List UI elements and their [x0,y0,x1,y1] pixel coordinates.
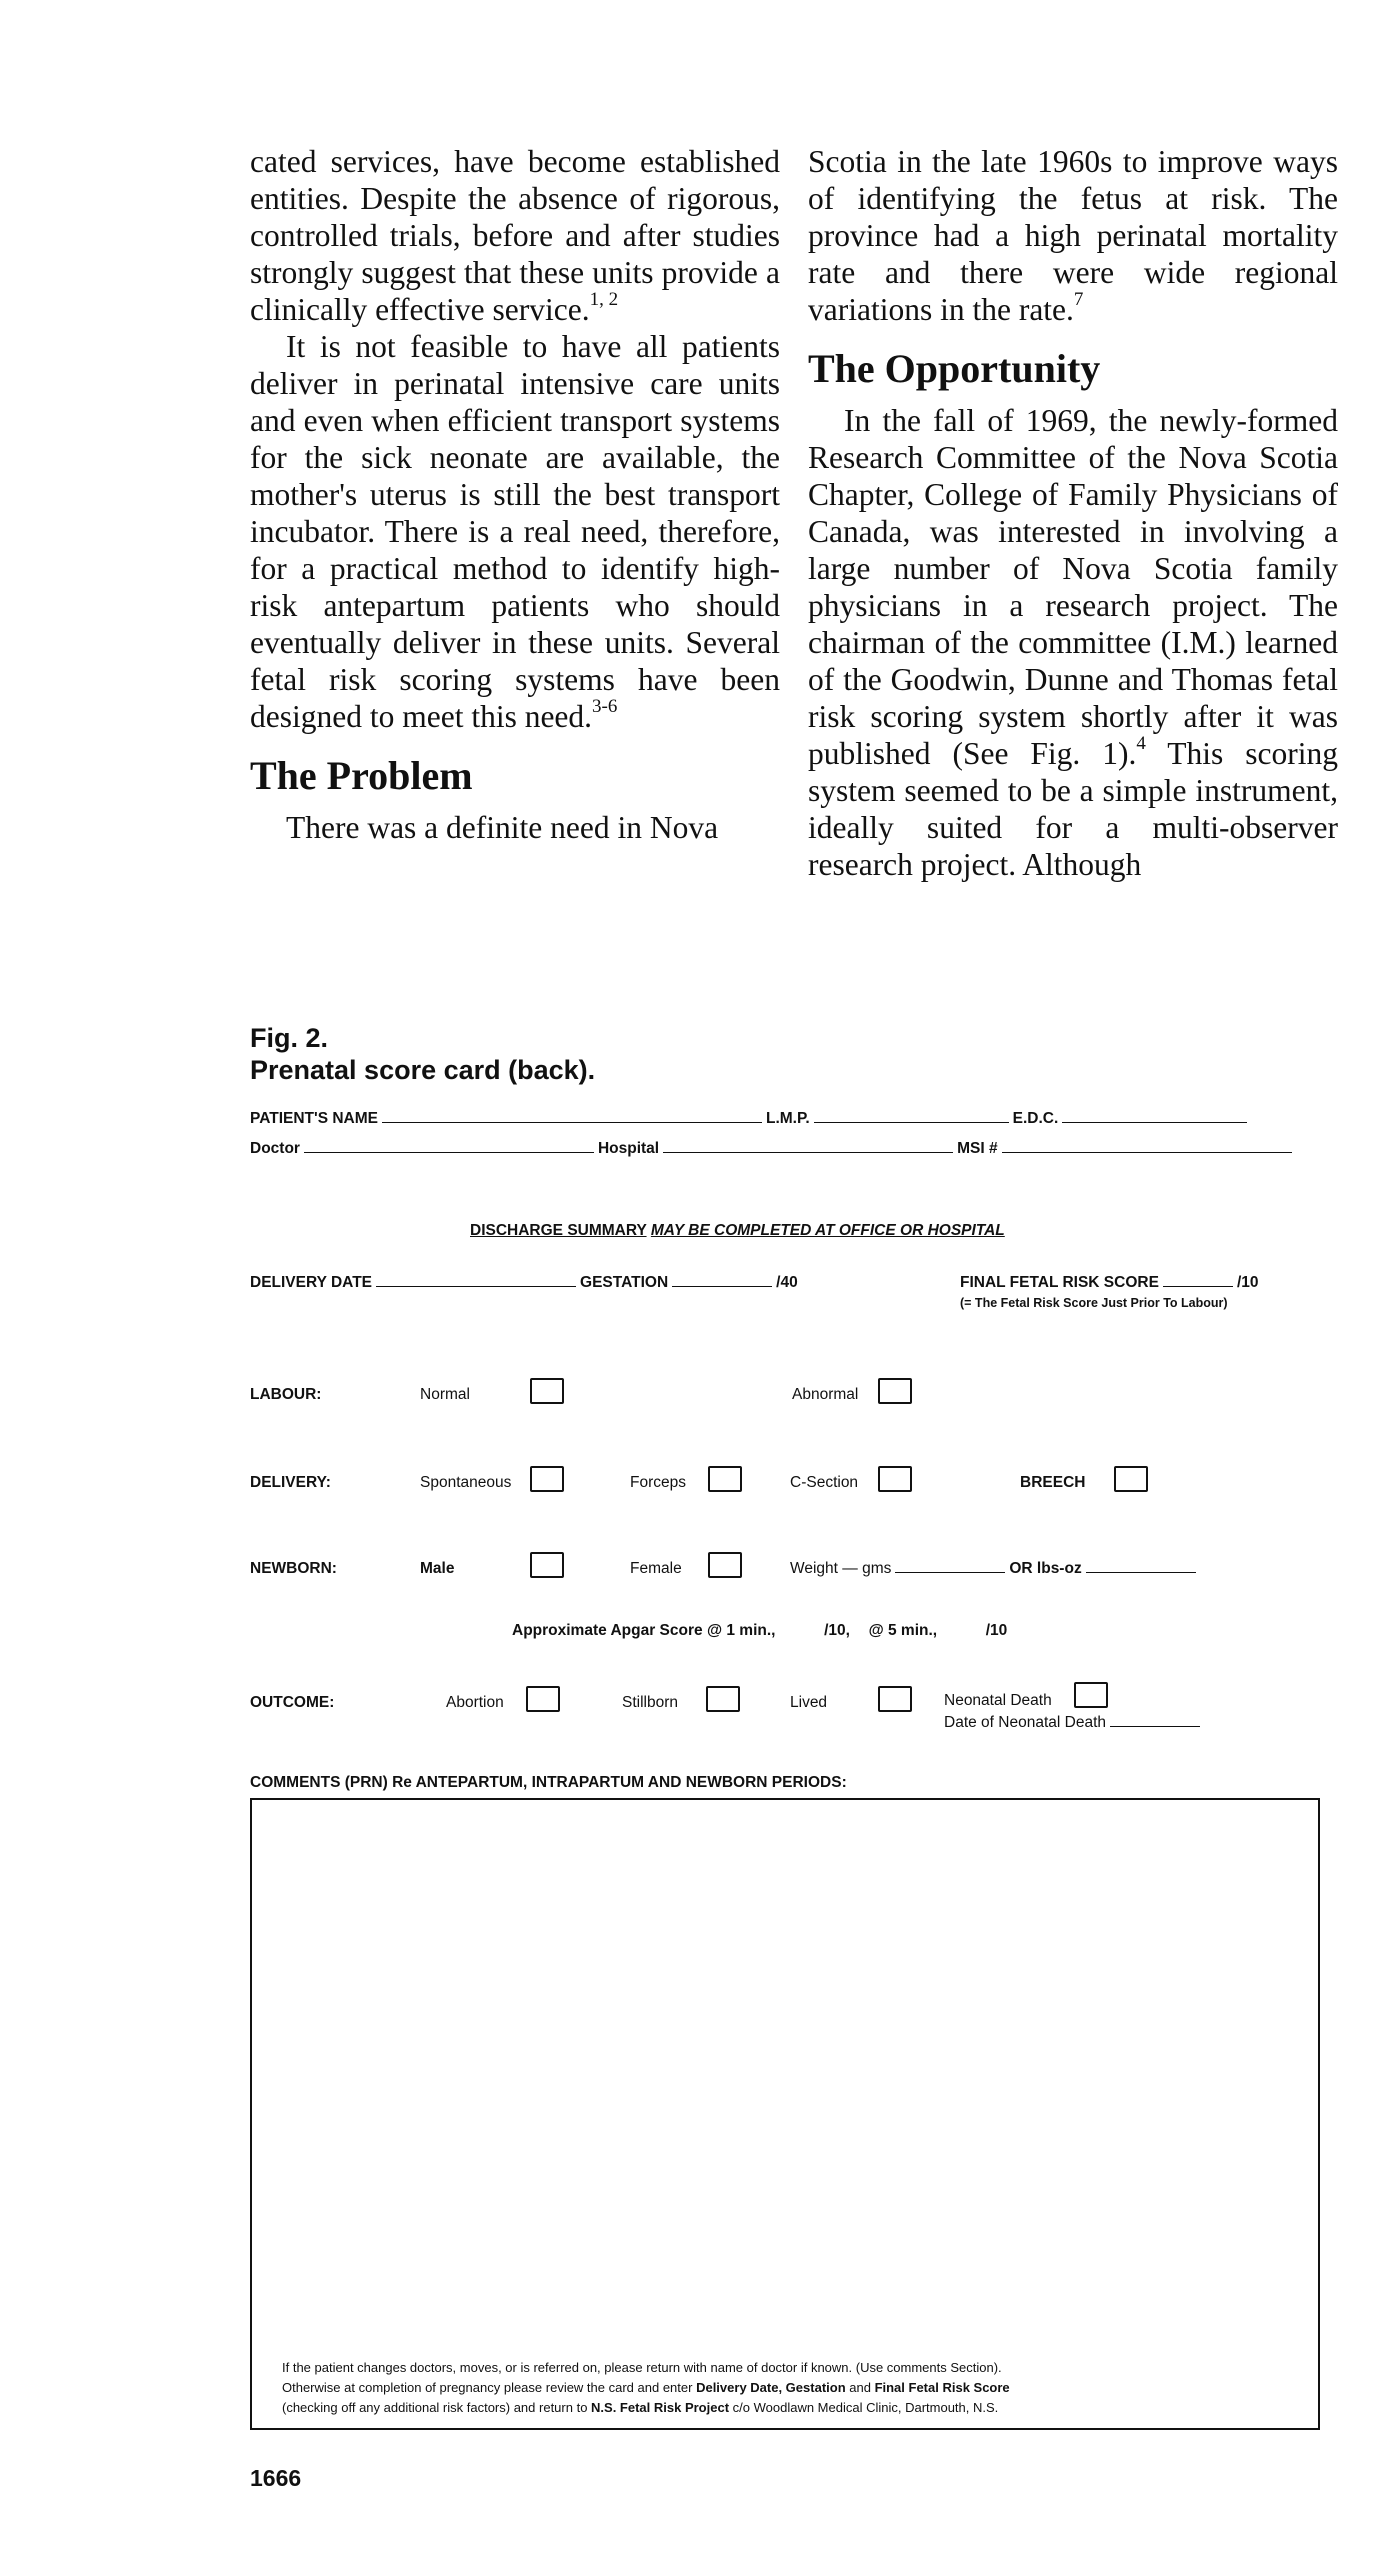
breech-checkbox[interactable] [1114,1466,1148,1492]
figure-label [250,1022,595,1086]
forceps-checkbox[interactable] [708,1466,742,1492]
outcome-label: OUTCOME: [250,1694,335,1711]
edc-line [1062,1121,1247,1123]
reference: 4 [1136,732,1146,754]
footnote-line: If the patient changes doctors, moves, or is referred on, please return with name of doctor if known. (Use comments Section). [282,2360,1002,2375]
paragraph-text: This scoring system seemed to be a simple instrument, ideally suited for a multi-observer research project. Although [808,736,1338,882]
paragraph [808,143,1338,328]
msi-label: MSI # [957,1140,998,1157]
neonatal-death-checkbox[interactable] [1074,1682,1108,1708]
female-checkbox[interactable] [708,1552,742,1578]
discharge-summary-label: DISCHARGE SUMMARY [470,1222,647,1239]
lbs-oz-line [1086,1571,1196,1573]
footnote-text: (checking off any additional risk factors) and return to [282,2400,592,2415]
delivery-date-label: DELIVERY DATE [250,1274,373,1291]
reference: 1, 2 [589,288,619,310]
hospital-line [663,1151,953,1153]
footnote-text: Delivery Date, Gestation [696,2380,846,2395]
csection-checkbox[interactable] [878,1466,912,1492]
delivery-date-line [376,1285,576,1287]
paragraph [808,402,1338,883]
footnote-line [282,2378,1302,2398]
csection-label: C-Section [790,1474,859,1491]
female-label: Female [630,1560,682,1577]
paragraph [250,143,780,328]
apgar-5min-label: @ 5 min., [868,1622,938,1639]
abnormal-checkbox[interactable] [878,1378,912,1404]
section-heading: The Problem [250,753,473,798]
weight-field [790,1560,1200,1578]
paragraph: There was a definite need in Nova [286,810,719,845]
gestation-line [672,1285,772,1287]
final-score-unit: /10 [1236,1274,1259,1291]
patient-row [250,1110,1320,1128]
lmp-line [814,1121,1009,1123]
msi-line [1002,1151,1292,1153]
male-label: Male [420,1560,455,1577]
final-score-line [1163,1285,1233,1287]
figure-number: Fig. 2. [250,1023,329,1053]
doctor-line [304,1151,594,1153]
footnote-text: c/o Woodlawn Medical Clinic, Dartmouth, N.S. [729,2400,999,2415]
discharge-summary-heading [470,1222,1005,1240]
comments-label: COMMENTS (PRN) Re ANTEPARTUM, INTRAPARTUM AND NEWBORN PERIODS: [250,1774,847,1791]
comments-box[interactable] [250,1798,1320,2430]
male-checkbox[interactable] [530,1552,564,1578]
footnote-text: Otherwise at completion of pregnancy please review the card and enter [282,2380,697,2395]
lmp-label: L.M.P. [765,1110,810,1127]
patient-name-label: PATIENT'S NAME [250,1110,378,1127]
reference: 7 [1073,288,1084,310]
footnote-text: N.S. Fetal Risk Project [591,2400,730,2415]
instructions-footnote [282,2358,1302,2418]
lived-checkbox[interactable] [878,1686,912,1712]
doctor-row [250,1140,1320,1158]
score-card-form [250,1110,1320,2430]
figure-caption: Prenatal score card (back). [250,1055,596,1085]
article-right-column [808,143,1338,883]
article-left-column [250,143,780,846]
apgar-label: Approximate Apgar Score @ 1 min., [512,1622,776,1639]
patient-name-line [382,1121,762,1123]
date-neonatal-death-line [1110,1725,1200,1727]
hospital-label: Hospital [597,1140,660,1157]
breech-label: BREECH [1020,1474,1086,1491]
apgar-row [512,1622,1007,1640]
discharge-summary-note: MAY BE COMPLETED AT OFFICE OR HOSPITAL [650,1222,1005,1239]
labour-label: LABOUR: [250,1386,322,1403]
edc-label: E.D.C. [1012,1110,1059,1127]
forceps-label: Forceps [630,1474,686,1491]
lived-label: Lived [790,1694,828,1711]
stillborn-checkbox[interactable] [706,1686,740,1712]
normal-label: Normal [420,1386,470,1403]
gestation-unit: /40 [776,1274,798,1291]
delivery-label: DELIVERY: [250,1474,331,1491]
date-neonatal-death-label: Date of Neonatal Death [944,1714,1106,1731]
final-score-label: FINAL FETAL RISK SCORE [960,1274,1159,1291]
weight-label: Weight — gms [790,1560,892,1577]
footnote-line [282,2398,1302,2418]
spontaneous-label: Spontaneous [420,1474,512,1491]
neonatal-death-label: Neonatal Death [944,1692,1052,1709]
footnote-text: Final Fetal Risk Score [874,2380,1010,2395]
page-number: 1666 [250,2465,302,2491]
footnote-text: and [845,2380,875,2395]
abortion-label: Abortion [446,1694,504,1711]
abortion-checkbox[interactable] [526,1686,560,1712]
apgar-5min-unit: /10 [985,1622,1008,1639]
newborn-label: NEWBORN: [250,1560,337,1577]
lbs-oz-label: OR lbs-oz [1009,1560,1082,1577]
stillborn-label: Stillborn [622,1694,678,1711]
abnormal-label: Abnormal [792,1386,859,1403]
weight-line [895,1571,1005,1573]
spontaneous-checkbox[interactable] [530,1466,564,1492]
normal-checkbox[interactable] [530,1378,564,1404]
final-score-field [960,1274,1259,1310]
paragraph-text: In the fall of 1969, the newly-formed Research Committee of the Nova Scotia Chapter, College of Family Physicians of Canada, was interested in involving a large number of Nova Scotia family physicians in a research project. The chairman of the committee (I.M.) learned of the Goodwin, Dunne and Thomas fetal risk scoring system shortly after it was published (See Fig. 1). [808,403,1338,771]
reference: 3-6 [592,695,618,717]
paragraph-text: It is not feasible to have all patients deliver in perinatal intensive care units and even when efficient transport systems for the sick neonate are available, the mother's uterus is still the best transport incubator. There is a real need, therefore, for a practical method to identify high-risk antepartum patients who should eventually deliver in these units. Several fetal risk scoring systems have been designed to meet this need. [250,329,780,734]
doctor-label: Doctor [250,1140,300,1157]
paragraph-text: Scotia in the late 1960s to improve ways of identifying the fetus at risk. The province had a high perinatal mortality rate and there were wide regional variations in the rate. [808,144,1338,327]
apgar-1min-unit: /10, [824,1622,850,1639]
paragraph-text: cated services, have become established entities. Despite the absence of rigorous, controlled trials, before and after studies strongly suggest that these units provide a clinically effective service. [250,144,780,327]
final-score-note: (= The Fetal Risk Score Just Prior To Labour) [960,1296,1228,1310]
section-heading: The Opportunity [808,346,1101,391]
paragraph [250,328,780,735]
gestation-label: GESTATION [580,1274,669,1291]
